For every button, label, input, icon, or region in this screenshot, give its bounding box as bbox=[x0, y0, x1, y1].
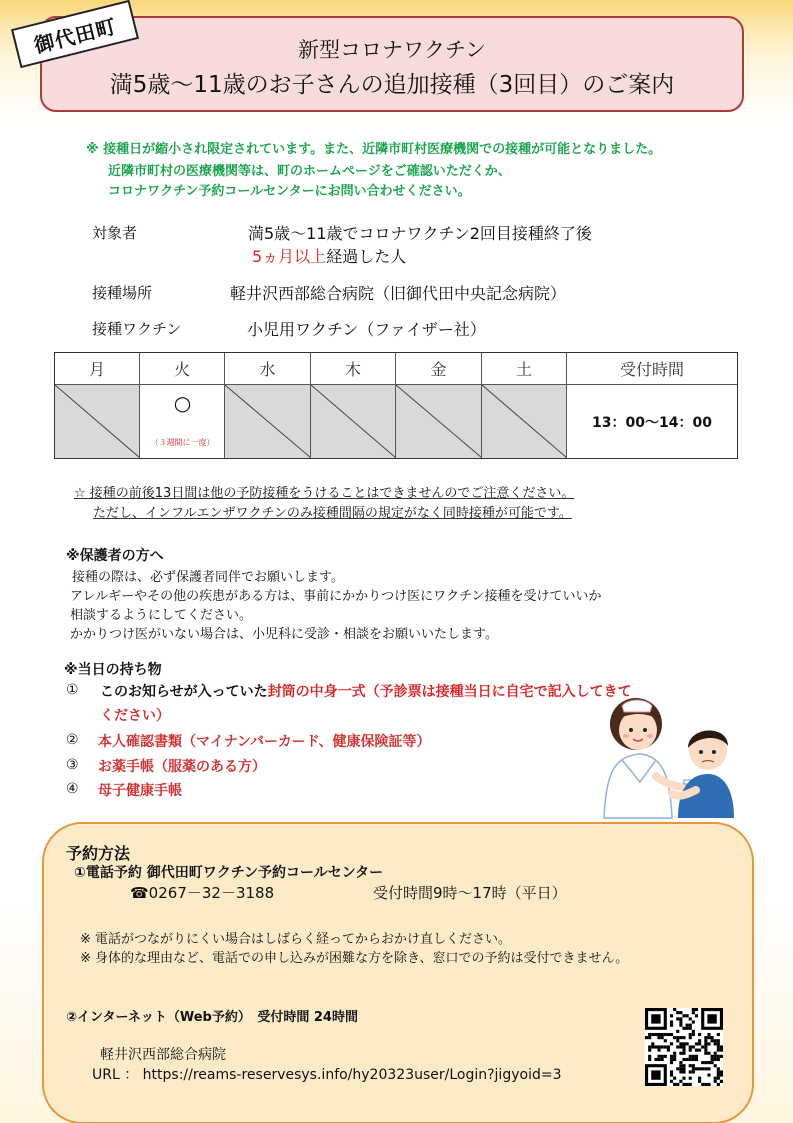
target-value-2-rest: 経過した人 bbox=[326, 247, 407, 266]
web-hospital: 軽井沢西部総合病院 bbox=[100, 1047, 226, 1063]
item1-red: 封筒の中身一式（予診票は接種当日に自宅で記入してきて bbox=[267, 684, 632, 700]
item3-text: お薬手帳（服薬のある方） bbox=[98, 759, 266, 775]
header-title-line1: 新型コロナワクチン bbox=[298, 38, 486, 62]
schedule-table bbox=[54, 352, 738, 459]
phone-heading: ①電話予約 御代田町ワクチン予約コールセンター bbox=[74, 865, 384, 881]
phone-hours: 受付時間9時～17時（平日） bbox=[373, 884, 567, 902]
header-fri: 金 bbox=[396, 353, 482, 385]
item1-black: このお知らせが入っていた bbox=[100, 684, 268, 700]
vaccine-value: 小児用ワクチン（ファイザー社） bbox=[247, 320, 486, 339]
item1-red-cont: ください） bbox=[100, 708, 170, 724]
header-mon: 月 bbox=[55, 353, 140, 385]
cell-sat-unavailable bbox=[482, 385, 567, 458]
header-sat: 土 bbox=[482, 353, 567, 385]
guardian-line4: かかりつけ医がいない場合は、小児科に受診・相談をお願いいたします。 bbox=[70, 627, 498, 642]
item3-number: ③ bbox=[66, 757, 79, 773]
items-heading: ※当日の持ち物 bbox=[64, 662, 162, 678]
tue-note: （３週間に一度） bbox=[150, 438, 215, 447]
cell-fri-unavailable bbox=[396, 385, 482, 458]
notice-line3: コロナワクチン予約コールセンターにお問い合わせください。 bbox=[108, 184, 471, 199]
target-value-2-highlight: 5ヵ月以上 bbox=[252, 247, 327, 266]
guardian-heading: ※保護者の方へ bbox=[66, 548, 164, 564]
header-thu: 木 bbox=[311, 353, 396, 385]
item1-number: ① bbox=[66, 682, 79, 698]
reservation-note1: ※ 電話がつながりにくい場合はしばらく経ってからおかけ直しください。 bbox=[80, 932, 512, 947]
guardian-line3: 相談するようにしてください。 bbox=[70, 608, 253, 623]
cell-time: 13：00～14：00 bbox=[592, 414, 712, 431]
item2-number: ② bbox=[66, 732, 79, 748]
guardian-line2: アレルギーやその他の疾患がある方は、事前にかかりつけ医にワクチン接種を受けていいか bbox=[70, 589, 602, 604]
place-label: 接種場所 bbox=[92, 284, 153, 302]
phone-number: ☎0267－32－3188 bbox=[130, 884, 275, 902]
tue-mark: ○ bbox=[173, 391, 192, 415]
reservation-note2: ※ 身体的な理由など、電話での申し込みが困難な方を除き、窓口での予約は受付できません。 bbox=[80, 951, 629, 966]
header-title-line2: 満5歳～11歳のお子さんの追加接種（3回目）のご案内 bbox=[109, 72, 675, 98]
web-url-link[interactable]: URL ： https://reams-reservesys.info/hy20323user/Login?jigyoid=3 bbox=[92, 1067, 562, 1083]
place-value: 軽井沢西部総合病院（旧御代田中央記念病院） bbox=[230, 284, 567, 303]
cell-wed-unavailable bbox=[225, 385, 311, 458]
item1-text bbox=[100, 681, 632, 701]
reservation-title: 予約方法 bbox=[66, 844, 131, 863]
notice-line1: ※ 接種日が縮小され限定されています。また、近隣市町村医療機関での接種が可能となりました。 bbox=[86, 142, 662, 157]
item4-text: 母子健康手帳 bbox=[98, 783, 182, 799]
item4-number: ④ bbox=[66, 781, 79, 797]
nurse-child-illustration bbox=[596, 690, 736, 820]
item2-text: 本人確認書類（マイナンバーカード、健康保険証等） bbox=[98, 734, 431, 750]
guardian-line1: 接種の際は、必ず保護者同伴でお願いします。 bbox=[72, 570, 344, 585]
target-value-1: 満5歳～11歳でコロナワクチン2回目接種終了後 bbox=[248, 224, 592, 243]
header-tue: 火 bbox=[140, 353, 225, 385]
notice-line2: 近隣市町村の医療機関等は、町のホームページをご確認いただくか、 bbox=[108, 164, 511, 179]
vaccine-label: 接種ワクチン bbox=[92, 320, 182, 338]
town-label: 御代田町 bbox=[11, 0, 139, 68]
qr-code[interactable] bbox=[645, 1008, 723, 1086]
target-label: 対象者 bbox=[92, 224, 138, 242]
cell-tue bbox=[140, 385, 225, 458]
web-heading: ②インターネット（Web予約） 受付時間 24時間 bbox=[66, 1010, 358, 1025]
header-time: 受付時間 bbox=[567, 353, 737, 385]
cell-mon-unavailable bbox=[55, 385, 140, 458]
header-wed: 水 bbox=[225, 353, 311, 385]
caution-line2: ただし、インフルエンザワクチンのみ接種間隔の規定がなく同時接種が可能です。 bbox=[93, 506, 572, 521]
target-value-2 bbox=[252, 244, 406, 267]
cell-thu-unavailable bbox=[311, 385, 396, 458]
caution-line1: ☆ 接種の前後13日間は他の予防接種をうけることはできませんのでご注意ください。 bbox=[74, 486, 575, 501]
